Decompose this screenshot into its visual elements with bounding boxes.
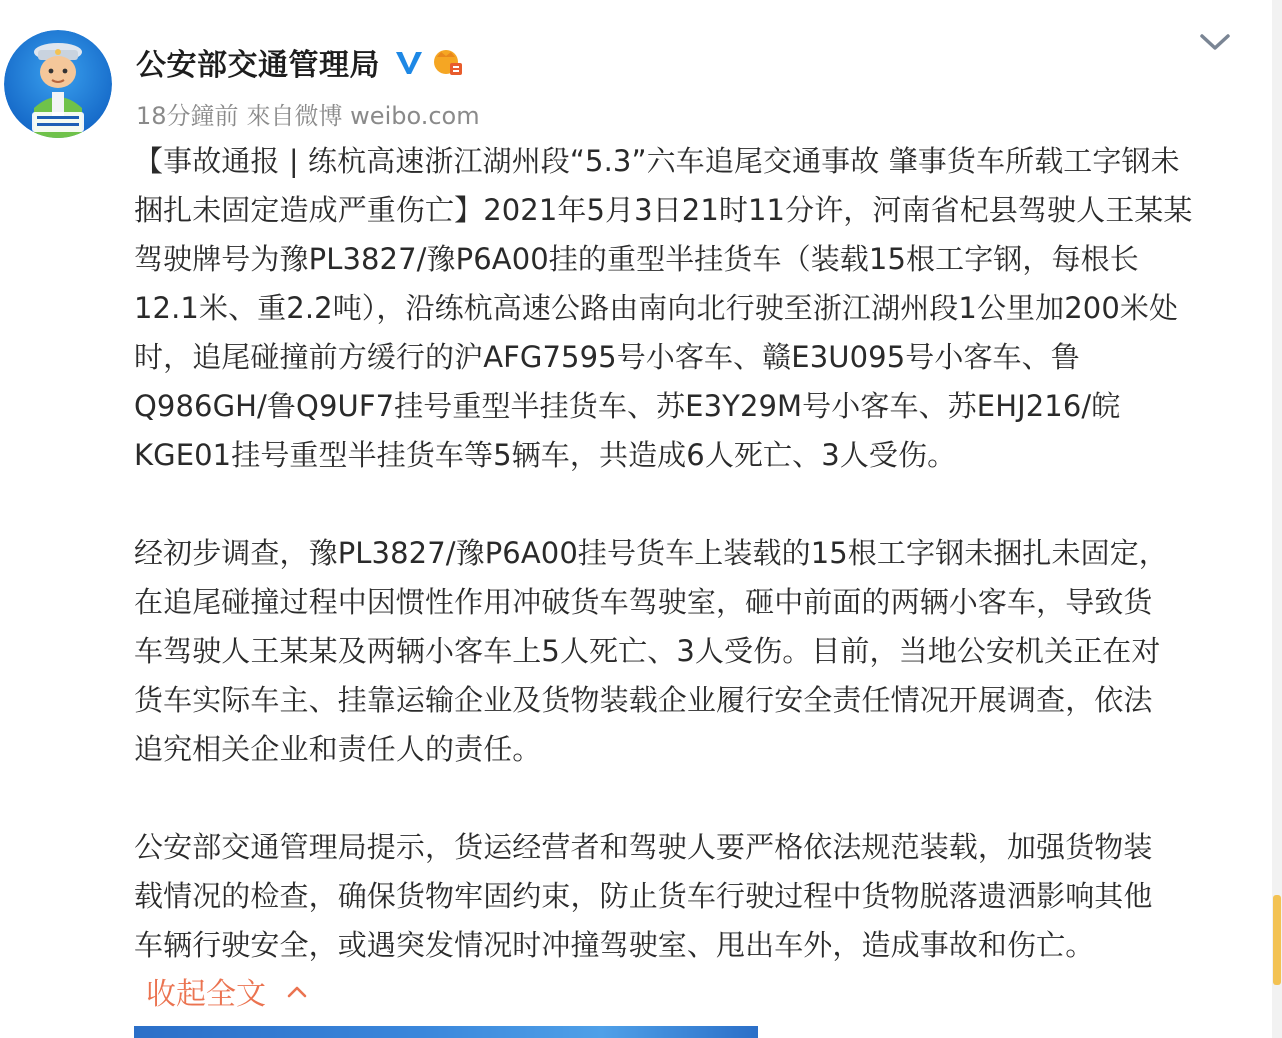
body-line: 在追尾碰撞过程中因惯性作用冲破货车驾驶室，砸中前面的两辆小客车，导致货 (134, 585, 1153, 619)
vip-badge-icon[interactable] (430, 44, 466, 80)
body-line: 12.1米、重2.2吨），沿练杭高速公路由南向北行驶至浙江湖州段1公里加200米处 (134, 291, 1179, 325)
body-line: 载情况的检查，确保货物牢固约束，防止货车行驶过程中货物脱落遗洒影响其他 (134, 879, 1153, 913)
body-line: 车辆行驶安全，或遇突发情况时冲撞驾驶室、甩出车外，造成事故和伤亡。 (134, 928, 1095, 962)
body-line: 车驾驶人王某某及两辆小客车上5人死亡、3人受伤。目前，当地公安机关正在对 (134, 634, 1161, 668)
chevron-up-icon (286, 983, 308, 999)
body-line: 货车实际车主、挂靠运输企业及货物装载企业履行安全责任情况开展调查，依法 (134, 683, 1153, 717)
author-row (136, 38, 466, 86)
body-line: Q986GH/鲁Q9UF7挂号重型半挂货车、苏E3Y29M号小客车、苏EHJ216/皖 (134, 389, 1121, 423)
police-cartoon-avatar-icon (4, 30, 112, 138)
collapse-label: 收起全文 (146, 977, 266, 1012)
verified-v-icon (394, 47, 424, 77)
collapse-full-text-button[interactable] (146, 966, 308, 1016)
post-image-preview[interactable] (134, 1026, 758, 1038)
body-line: 时，追尾碰撞前方缓行的沪AFG7595号小客车、赣E3U095号小客车、鲁 (134, 340, 1080, 374)
paragraph-gap (134, 480, 1244, 529)
post-body-text (134, 137, 1244, 970)
body-line: 驾驶牌号为豫PL3827/豫P6A00挂的重型半挂货车（装载15根工字钢，每根长 (134, 242, 1139, 276)
chevron-down-icon (1198, 28, 1232, 56)
author-avatar[interactable] (4, 30, 112, 138)
post-menu-button[interactable] (1198, 28, 1232, 56)
scrollbar-track[interactable] (1272, 0, 1282, 1038)
body-line: 捆扎未固定造成严重伤亡】2021年5月3日21时11分许，河南省杞县驾驶人王某某 (134, 193, 1193, 227)
body-line: 公安部交通管理局提示，货运经营者和驾驶人要严格依法规范装载，加强货物装 (134, 830, 1153, 864)
body-line: 追究相关企业和责任人的责任。 (134, 732, 542, 766)
post-source: 來自微博 weibo.com (246, 102, 480, 130)
paragraph-gap (134, 774, 1244, 823)
scrollbar-thumb[interactable] (1273, 895, 1281, 985)
body-line: 【事故通报 | 练杭高速浙江湖州段“5.3”六车追尾交通事故 肇事货车所载工字钢未 (134, 144, 1180, 178)
body-line: 经初步调查，豫PL3827/豫P6A00挂号货车上装载的15根工字钢未捆扎未固定， (134, 536, 1168, 570)
body-line: KGE01挂号重型半挂货车等5辆车，共造成6人死亡、3人受伤。 (134, 438, 957, 472)
post-time[interactable]: 18分鐘前 (136, 102, 239, 130)
post-meta (136, 96, 488, 131)
author-name[interactable]: 公安部交通管理局 (136, 48, 380, 83)
